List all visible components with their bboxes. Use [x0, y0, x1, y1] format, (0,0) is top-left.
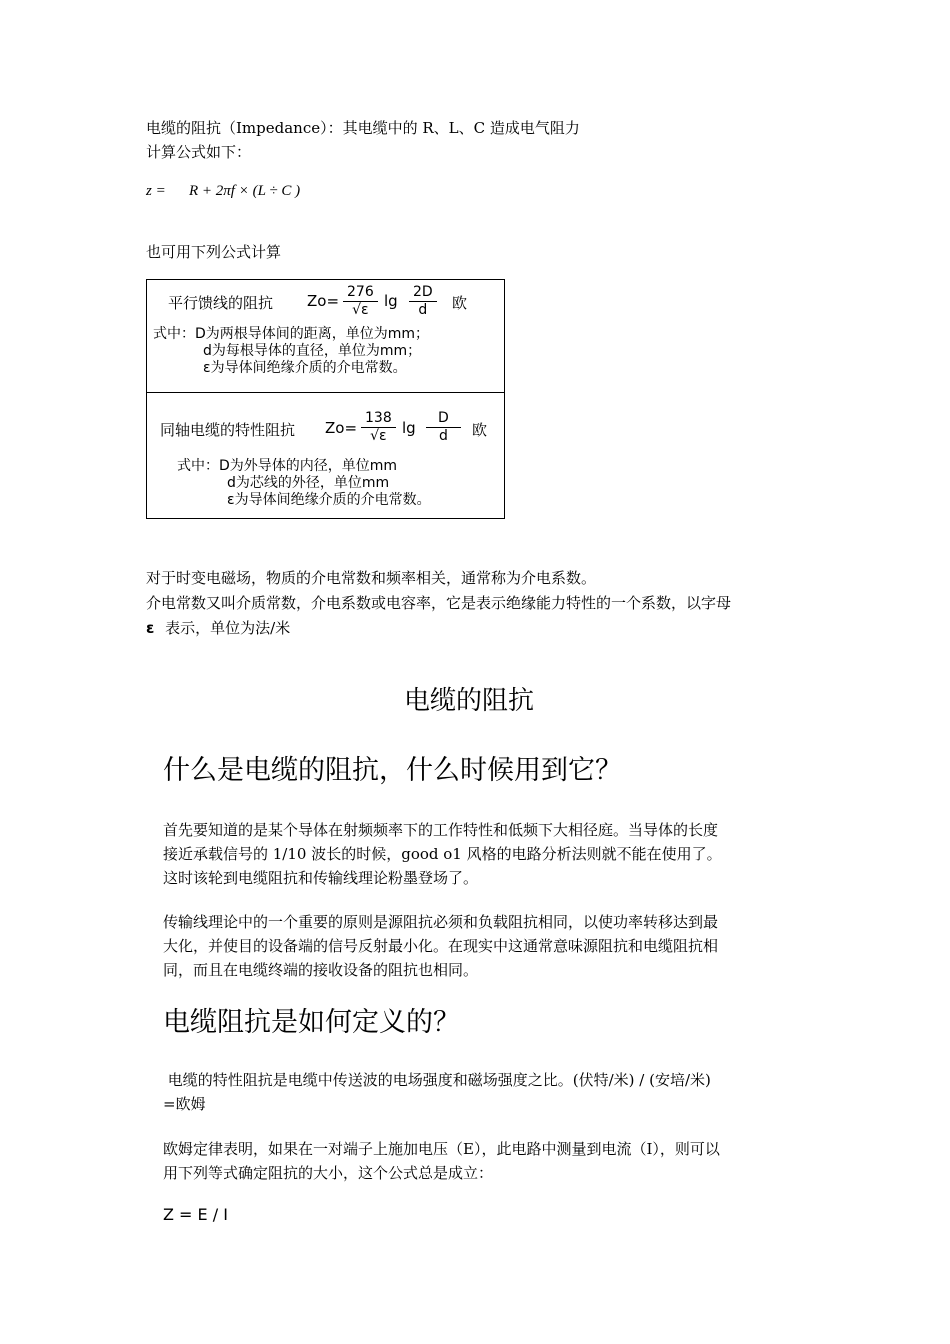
paragraph-3-line-2: =欧姆 — [163, 1095, 206, 1113]
box1-line-2: d为每根导体的直径，单位为mm； — [203, 343, 422, 359]
formula-lhs: z = — [146, 183, 166, 199]
box1-fraction-2 — [409, 284, 437, 319]
box1-fraction-1 — [343, 284, 378, 319]
dielectric-line-3-text: 表示，单位为法/米 — [165, 619, 291, 637]
box1-numerator-2: 2D — [409, 284, 437, 302]
box2-title: 同轴电缆的特性阻抗 — [160, 421, 296, 439]
box2-line-3: ε为导体间绝缘介质的介电常数。 — [227, 492, 431, 508]
heading-definition: 电缆阻抗是如何定义的？ — [163, 1007, 460, 1038]
paragraph-4 — [163, 1137, 720, 1185]
parallel-feeder-box — [146, 279, 505, 393]
paragraph-1-line-1: 首先要知道的是某个导体在射频频率下的工作特性和低频下大相径庭。当导体的长度 — [163, 821, 719, 839]
box2-fraction-2 — [426, 410, 461, 445]
box2-unit: 欧 — [472, 421, 488, 439]
box1-lg: lg — [384, 292, 398, 310]
box1-unit: 欧 — [452, 294, 468, 312]
paragraph-4-line-2: 用下列等式确定阻抗的大小，这个公式总是成立： — [163, 1164, 494, 1182]
paragraph-1 — [163, 818, 722, 890]
dielectric-line-1: 对于时变电磁场，物质的介电常数和频率相关，通常称为介电系数。 — [146, 569, 597, 587]
dielectric-line-2: 介电常数又叫介质常数，介电系数或电容率，它是表示绝缘能力特性的一个系数，以字母 — [146, 594, 732, 612]
box2-denominator: √ε — [370, 428, 387, 444]
intro-line-3: 也可用下列公式计算 — [146, 243, 282, 261]
formula-rhs: R + 2πf × (L ÷ C ) — [189, 183, 301, 199]
ohm-law-equation: Z = E / I — [163, 1205, 228, 1224]
coaxial-cable-box — [146, 392, 505, 519]
box1-title: 平行馈线的阻抗 — [168, 294, 274, 312]
box2-numerator: 138 — [361, 410, 396, 428]
dielectric-line-3 — [146, 616, 290, 640]
intro-line-1: 电缆的阻抗（Impedance）：其电缆中的 R、L、C 造成电气阻力 — [146, 119, 580, 137]
box2-zo: Zo= — [325, 419, 358, 437]
heading-what-is-impedance: 什么是电缆的阻抗，什么时候用到它？ — [163, 755, 622, 786]
box1-denominator: √ε — [352, 302, 369, 318]
box2-lg: lg — [402, 419, 416, 437]
paragraph-3 — [163, 1068, 711, 1116]
paragraph-3-line-1: 电缆的特性阻抗是电缆中传送波的电场强度和磁场强度之比。(伏特/米) / (安培/米) — [163, 1071, 711, 1089]
box2-denominator-2: d — [438, 428, 448, 444]
epsilon-symbol: ε — [146, 619, 155, 637]
paragraph-2-line-3: 同，而且在电缆终端的接收设备的阻抗也相同。 — [163, 961, 479, 979]
intro-line-2: 计算公式如下： — [146, 143, 252, 161]
box2-fraction-1 — [361, 410, 396, 445]
box2-numerator-2: D — [426, 410, 461, 428]
paragraph-2 — [163, 910, 718, 982]
box1-numerator: 276 — [343, 284, 378, 302]
box2-line-1: 式中：D为外导体的内径，单位mm — [177, 458, 398, 474]
paragraph-1-line-3: 这时该轮到电缆阻抗和传输线理论粉墨登场了。 — [163, 869, 479, 887]
paragraph-2-line-1: 传输线理论中的一个重要的原则是源阻抗必须和负载阻抗相同，以使功率转移达到最 — [163, 913, 719, 931]
paragraph-1-line-2: 接近承载信号的 1/10 波长的时候，good o1 风格的电路分析法则就不能在使用了。 — [163, 845, 722, 863]
paragraph-4-line-1: 欧姆定律表明，如果在一对端子上施加电压（E），此电路中测量到电流（I），则可以 — [163, 1140, 720, 1158]
box1-zo: Zo= — [307, 292, 340, 310]
box1-line-1: 式中：D为两根导体间的距离，单位为mm； — [153, 326, 430, 342]
box1-line-3: ε为导体间绝缘介质的介电常数。 — [203, 360, 407, 376]
box2-line-2: d为芯线的外径，单位mm — [227, 475, 390, 491]
article-title: 电缆的阻抗 — [404, 686, 535, 716]
box1-denominator-2: d — [418, 302, 428, 318]
paragraph-2-line-2: 大化，并使目的设备端的信号反射最小化。在现实中这通常意味源阻抗和电缆阻抗相 — [163, 937, 719, 955]
